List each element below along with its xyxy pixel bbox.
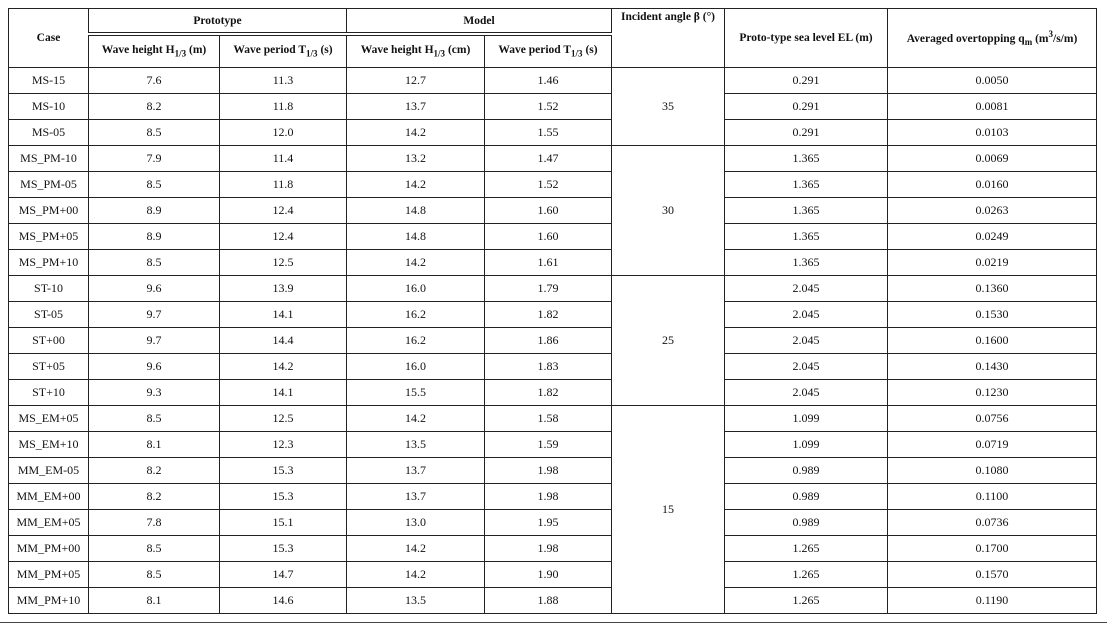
header-prototype: Prototype — [89, 9, 347, 35]
cell-sea-level: 1.365 — [725, 198, 888, 224]
cell-model-wave-height: 12.7 — [347, 68, 485, 94]
cell-case: ST+00 — [9, 328, 89, 354]
header-row-top — [9, 9, 1097, 35]
cell-case: MS_PM+00 — [9, 198, 89, 224]
page-bottom-rule — [0, 622, 1107, 623]
cell-proto-wave-height: 8.2 — [89, 484, 220, 510]
cell-model-wave-height: 15.5 — [347, 380, 485, 406]
cell-proto-wave-period: 11.8 — [220, 172, 347, 198]
cell-model-wave-period: 1.61 — [485, 250, 612, 276]
table-row — [9, 94, 1097, 120]
overtopping-data-table — [8, 8, 1097, 614]
cell-overtopping: 0.0160 — [888, 172, 1097, 198]
cell-proto-wave-period: 15.3 — [220, 484, 347, 510]
cell-sea-level: 0.989 — [725, 510, 888, 536]
cell-sea-level: 1.099 — [725, 406, 888, 432]
cell-model-wave-height: 13.0 — [347, 510, 485, 536]
data-table-container — [8, 8, 1097, 614]
table-row — [9, 406, 1097, 432]
cell-proto-wave-height: 9.6 — [89, 354, 220, 380]
cell-sea-level: 1.365 — [725, 172, 888, 198]
cell-sea-level: 0.291 — [725, 68, 888, 94]
table-row — [9, 380, 1097, 406]
cell-proto-wave-period: 12.5 — [220, 406, 347, 432]
table-row — [9, 458, 1097, 484]
cell-overtopping: 0.1230 — [888, 380, 1097, 406]
cell-sea-level: 0.291 — [725, 120, 888, 146]
table-body — [9, 68, 1097, 614]
cell-proto-wave-period: 14.1 — [220, 380, 347, 406]
cell-case: MS_PM+10 — [9, 250, 89, 276]
cell-case: MM_EM-05 — [9, 458, 89, 484]
cell-model-wave-period: 1.52 — [485, 172, 612, 198]
table-row — [9, 328, 1097, 354]
cell-model-wave-period: 1.59 — [485, 432, 612, 458]
cell-model-wave-period: 1.88 — [485, 588, 612, 614]
table-row — [9, 302, 1097, 328]
cell-proto-wave-height: 8.9 — [89, 224, 220, 250]
cell-case: MS_PM+05 — [9, 224, 89, 250]
header-model-wave-height: Wave height $H_{1/3}$ (cm) — [347, 34, 485, 68]
cell-model-wave-period: 1.60 — [485, 224, 612, 250]
cell-proto-wave-height: 7.6 — [89, 68, 220, 94]
cell-model-wave-height: 16.2 — [347, 328, 485, 354]
cell-overtopping: 0.0263 — [888, 198, 1097, 224]
cell-model-wave-period: 1.86 — [485, 328, 612, 354]
cell-proto-wave-height: 7.8 — [89, 510, 220, 536]
cell-proto-wave-height: 8.1 — [89, 432, 220, 458]
cell-model-wave-height: 14.2 — [347, 406, 485, 432]
cell-proto-wave-period: 14.2 — [220, 354, 347, 380]
cell-case: ST+05 — [9, 354, 89, 380]
cell-model-wave-height: 13.5 — [347, 432, 485, 458]
cell-proto-wave-period: 12.4 — [220, 224, 347, 250]
cell-proto-wave-height: 8.5 — [89, 172, 220, 198]
cell-sea-level: 2.045 — [725, 380, 888, 406]
header-overtopping: Averaged overtopping $q_m$ $(m^3/s/m)$ — [888, 9, 1097, 68]
cell-case: ST-05 — [9, 302, 89, 328]
cell-overtopping: 0.1190 — [888, 588, 1097, 614]
cell-proto-wave-height: 9.7 — [89, 302, 220, 328]
cell-case: MM_EM+05 — [9, 510, 89, 536]
cell-model-wave-height: 14.8 — [347, 224, 485, 250]
cell-model-wave-period: 1.82 — [485, 302, 612, 328]
cell-case: MS_EM+05 — [9, 406, 89, 432]
cell-model-wave-height: 14.2 — [347, 562, 485, 588]
cell-model-wave-height: 16.0 — [347, 276, 485, 302]
header-incident-angle: Incident angle β (°) — [612, 9, 725, 68]
cell-model-wave-period: 1.98 — [485, 536, 612, 562]
table-row — [9, 198, 1097, 224]
header-model-wave-period: Wave period $T_{1/3}$ (s) — [485, 34, 612, 68]
table-row — [9, 68, 1097, 94]
cell-case: ST+10 — [9, 380, 89, 406]
cell-model-wave-period: 1.95 — [485, 510, 612, 536]
cell-proto-wave-height: 8.5 — [89, 562, 220, 588]
cell-proto-wave-height: 8.2 — [89, 458, 220, 484]
cell-sea-level: 1.099 — [725, 432, 888, 458]
cell-overtopping: 0.0249 — [888, 224, 1097, 250]
table-row — [9, 120, 1097, 146]
cell-proto-wave-period: 12.5 — [220, 250, 347, 276]
header-sea-level: Proto-type sea level EL (m) — [725, 9, 888, 68]
cell-model-wave-height: 16.2 — [347, 302, 485, 328]
cell-proto-wave-period: 11.8 — [220, 94, 347, 120]
cell-model-wave-period: 1.82 — [485, 380, 612, 406]
cell-sea-level: 2.045 — [725, 354, 888, 380]
table-row — [9, 562, 1097, 588]
table-row — [9, 224, 1097, 250]
cell-proto-wave-period: 14.1 — [220, 302, 347, 328]
cell-proto-wave-height: 8.5 — [89, 406, 220, 432]
cell-model-wave-height: 13.5 — [347, 588, 485, 614]
cell-sea-level: 1.365 — [725, 224, 888, 250]
cell-case: MS_EM+10 — [9, 432, 89, 458]
cell-sea-level: 1.265 — [725, 536, 888, 562]
header-model: Model — [347, 9, 612, 35]
table-row — [9, 510, 1097, 536]
cell-model-wave-height: 14.2 — [347, 250, 485, 276]
cell-overtopping: 0.0736 — [888, 510, 1097, 536]
cell-model-wave-period: 1.98 — [485, 458, 612, 484]
cell-overtopping: 0.0081 — [888, 94, 1097, 120]
cell-model-wave-period: 1.98 — [485, 484, 612, 510]
table-row — [9, 588, 1097, 614]
cell-sea-level: 1.365 — [725, 250, 888, 276]
cell-model-wave-height: 13.7 — [347, 94, 485, 120]
cell-model-wave-period: 1.55 — [485, 120, 612, 146]
cell-overtopping: 0.1080 — [888, 458, 1097, 484]
cell-overtopping: 0.1430 — [888, 354, 1097, 380]
cell-proto-wave-height: 7.9 — [89, 146, 220, 172]
cell-model-wave-period: 1.47 — [485, 146, 612, 172]
cell-proto-wave-period: 14.4 — [220, 328, 347, 354]
cell-model-wave-height: 14.2 — [347, 172, 485, 198]
cell-model-wave-height: 13.2 — [347, 146, 485, 172]
cell-case: MM_PM+00 — [9, 536, 89, 562]
table-row — [9, 250, 1097, 276]
cell-model-wave-period: 1.83 — [485, 354, 612, 380]
cell-proto-wave-period: 14.7 — [220, 562, 347, 588]
cell-overtopping: 0.1570 — [888, 562, 1097, 588]
table-row — [9, 484, 1097, 510]
cell-sea-level: 2.045 — [725, 328, 888, 354]
header-case: Case — [9, 9, 89, 68]
cell-case: MS_PM-10 — [9, 146, 89, 172]
cell-case: MM_PM+05 — [9, 562, 89, 588]
table-row — [9, 354, 1097, 380]
cell-sea-level: 0.989 — [725, 458, 888, 484]
cell-case: MS_PM-05 — [9, 172, 89, 198]
cell-case: MM_PM+10 — [9, 588, 89, 614]
cell-proto-wave-height: 9.7 — [89, 328, 220, 354]
cell-overtopping: 0.1360 — [888, 276, 1097, 302]
cell-incident-angle: 35 — [612, 68, 725, 146]
cell-model-wave-period: 1.79 — [485, 276, 612, 302]
cell-proto-wave-period: 12.4 — [220, 198, 347, 224]
cell-proto-wave-period: 12.0 — [220, 120, 347, 146]
table-row — [9, 432, 1097, 458]
cell-sea-level: 1.265 — [725, 588, 888, 614]
cell-proto-wave-period: 11.4 — [220, 146, 347, 172]
cell-overtopping: 0.1530 — [888, 302, 1097, 328]
cell-sea-level: 2.045 — [725, 302, 888, 328]
cell-sea-level: 1.265 — [725, 562, 888, 588]
cell-overtopping: 0.1100 — [888, 484, 1097, 510]
table-row — [9, 146, 1097, 172]
cell-proto-wave-period: 15.1 — [220, 510, 347, 536]
cell-overtopping: 0.0719 — [888, 432, 1097, 458]
cell-overtopping: 0.0050 — [888, 68, 1097, 94]
cell-proto-wave-height: 9.6 — [89, 276, 220, 302]
cell-model-wave-period: 1.60 — [485, 198, 612, 224]
cell-proto-wave-period: 13.9 — [220, 276, 347, 302]
cell-case: MS-05 — [9, 120, 89, 146]
cell-model-wave-height: 13.7 — [347, 484, 485, 510]
cell-proto-wave-height: 9.3 — [89, 380, 220, 406]
cell-case: MS-15 — [9, 68, 89, 94]
cell-proto-wave-height: 8.5 — [89, 250, 220, 276]
cell-model-wave-period: 1.58 — [485, 406, 612, 432]
header-proto-wave-period: Wave period $T_{1/3}$ (s) — [220, 34, 347, 68]
cell-sea-level: 0.291 — [725, 94, 888, 120]
cell-proto-wave-period: 11.3 — [220, 68, 347, 94]
cell-sea-level: 2.045 — [725, 276, 888, 302]
cell-incident-angle: 15 — [612, 406, 725, 614]
cell-incident-angle: 25 — [612, 276, 725, 406]
cell-proto-wave-period: 14.6 — [220, 588, 347, 614]
table-row — [9, 276, 1097, 302]
cell-proto-wave-period: 12.3 — [220, 432, 347, 458]
cell-case: ST-10 — [9, 276, 89, 302]
header-proto-wave-height: Wave height $H_{1/3}$ (m) — [89, 34, 220, 68]
cell-overtopping: 0.0069 — [888, 146, 1097, 172]
cell-model-wave-period: 1.46 — [485, 68, 612, 94]
cell-proto-wave-height: 8.5 — [89, 120, 220, 146]
cell-proto-wave-period: 15.3 — [220, 458, 347, 484]
cell-overtopping: 0.1600 — [888, 328, 1097, 354]
cell-model-wave-period: 1.52 — [485, 94, 612, 120]
cell-model-wave-height: 14.8 — [347, 198, 485, 224]
cell-proto-wave-height: 8.1 — [89, 588, 220, 614]
cell-proto-wave-height: 8.9 — [89, 198, 220, 224]
cell-overtopping: 0.1700 — [888, 536, 1097, 562]
table-row — [9, 172, 1097, 198]
cell-proto-wave-period: 15.3 — [220, 536, 347, 562]
cell-model-wave-height: 13.7 — [347, 458, 485, 484]
cell-model-wave-period: 1.90 — [485, 562, 612, 588]
table-row — [9, 536, 1097, 562]
cell-sea-level: 1.365 — [725, 146, 888, 172]
cell-model-wave-height: 16.0 — [347, 354, 485, 380]
cell-case: MM_EM+00 — [9, 484, 89, 510]
cell-overtopping: 0.0103 — [888, 120, 1097, 146]
cell-proto-wave-height: 8.2 — [89, 94, 220, 120]
cell-model-wave-height: 14.2 — [347, 536, 485, 562]
cell-overtopping: 0.0219 — [888, 250, 1097, 276]
cell-proto-wave-height: 8.5 — [89, 536, 220, 562]
cell-sea-level: 0.989 — [725, 484, 888, 510]
cell-case: MS-10 — [9, 94, 89, 120]
cell-overtopping: 0.0756 — [888, 406, 1097, 432]
cell-model-wave-height: 14.2 — [347, 120, 485, 146]
cell-incident-angle: 30 — [612, 146, 725, 276]
